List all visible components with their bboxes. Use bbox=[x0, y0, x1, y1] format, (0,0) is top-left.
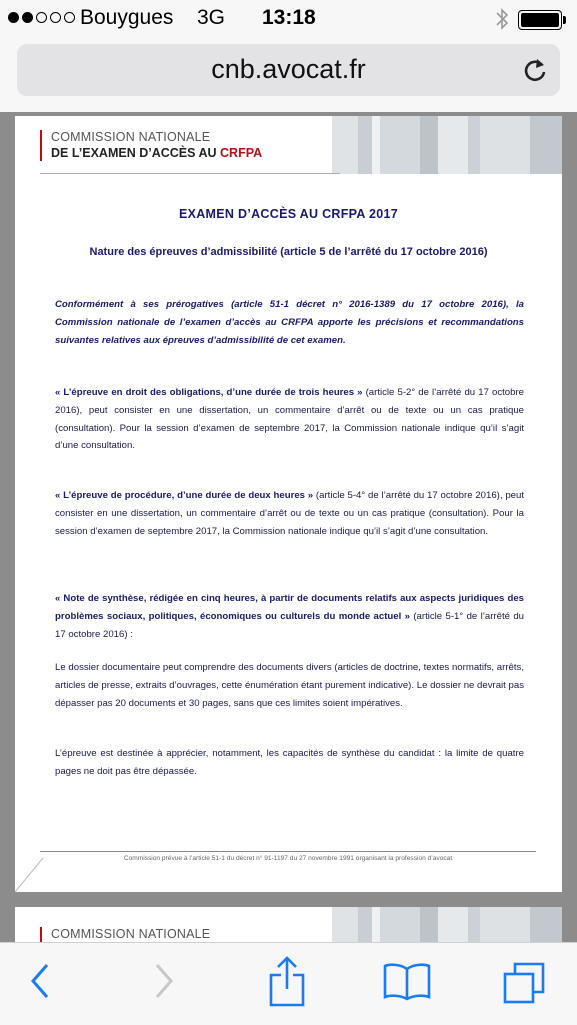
bookmarks-icon[interactable] bbox=[382, 961, 432, 1001]
status-bar bbox=[0, 0, 577, 38]
document-subtitle: Nature des épreuves d’admissibilité (article 5 de l’arrêté du 17 octobre 2016) bbox=[89, 246, 488, 258]
bluetooth-icon bbox=[495, 6, 509, 32]
logo-line1-page2: COMMISSION NATIONALE bbox=[51, 927, 211, 941]
pdf-page bbox=[15, 116, 562, 892]
document-title: EXAMEN D’ACCÈS AU CRFPA 2017 bbox=[178, 207, 399, 221]
footer-decoration bbox=[15, 856, 45, 892]
address-bar[interactable] bbox=[17, 44, 560, 96]
intro-paragraph: Conformément à ses prérogatives (article 51-1 décret n° 2016-1389 du 17 octobre 2016), la Commission nationale de l’examen d’accès au CRFPA apporte les précisions et recommandations suivantes relatives aux épreuves d’admissibilité de cet examen. bbox=[55, 299, 524, 346]
paragraph-dossier: Le dossier documentaire peut comprendre des documents divers (articles de doctrine, textes normatifs, arrêts, articles de presse, extraits d’ouvrages, cette énumération étant purement indicative). Le dossier ne devrait pas dépasser pas 20 documents et 30 pages, sans que ces limites soient impératives. bbox=[55, 662, 524, 709]
footer-rule bbox=[40, 851, 536, 852]
paragraph-synthese: « Note de synthèse, rédigée en cinq heures, à partir de documents relatifs aux aspects juridiques des problèmes sociaux, politiques, économiques ou culturels du monde actuel » (article 5-1° de l’arrêté du 17 octobre 2016) : bbox=[55, 593, 524, 640]
carrier-label: Bouygues bbox=[80, 6, 174, 29]
footer-note: Commission prévue à l’article 51-1 du décret n° 91-1197 du 27 novembre 1991 organisant la profession d’avocat bbox=[123, 855, 453, 862]
battery-icon bbox=[518, 10, 562, 30]
back-icon[interactable] bbox=[28, 961, 52, 1001]
signal-strength-icon bbox=[8, 12, 75, 23]
paragraph-procedure: « L’épreuve de procédure, d’une durée de deux heures » (article 5-4° de l’arrêté du 17 octobre 2016), peut consister en une dissertation, un commentaire d’arrêt ou de texte ou un cas pratique (consultation). Pour la session d’examen de septembre 2017, la Commission nationale indique qu’il s’agit d’une consultation. bbox=[55, 490, 524, 537]
network-type: 3G bbox=[197, 6, 226, 29]
paragraph-obligations: « L’épreuve en droit des obligations, d’une durée de trois heures » (article 5-2° de l’arrêté du 17 octobre 2016), peut consister en une dissertation, un commentaire d’arrêt ou de texte ou un cas pratique (consultation). Pour la session d’examen de septembre 2017, la Commission nationale indique qu’il s’agit d’une consultation. bbox=[55, 387, 524, 452]
logo-line2: DE L’EXAMEN D’ACCÈS AU CRFPA bbox=[51, 146, 263, 160]
safari-toolbar bbox=[0, 942, 577, 1025]
forward-icon[interactable] bbox=[152, 961, 176, 1001]
header-rule bbox=[40, 173, 340, 174]
tabs-icon[interactable] bbox=[502, 961, 546, 1005]
reload-icon[interactable] bbox=[522, 56, 548, 84]
logo-line1: COMMISSION NATIONALE bbox=[51, 130, 211, 144]
cnb-logo bbox=[40, 130, 262, 161]
paragraph-epreuve: L’épreuve est destinée à apprécier, notamment, les capacités de synthèse du candidat : la limite de quatre pages ne doit pas être dépassée. bbox=[55, 748, 524, 777]
cnb-logo-page2 bbox=[40, 927, 210, 942]
header-decoration bbox=[332, 116, 562, 174]
clock: 13:18 bbox=[262, 6, 316, 29]
share-icon[interactable] bbox=[267, 955, 307, 1007]
url-text[interactable]: cnb.avocat.fr bbox=[211, 54, 366, 84]
